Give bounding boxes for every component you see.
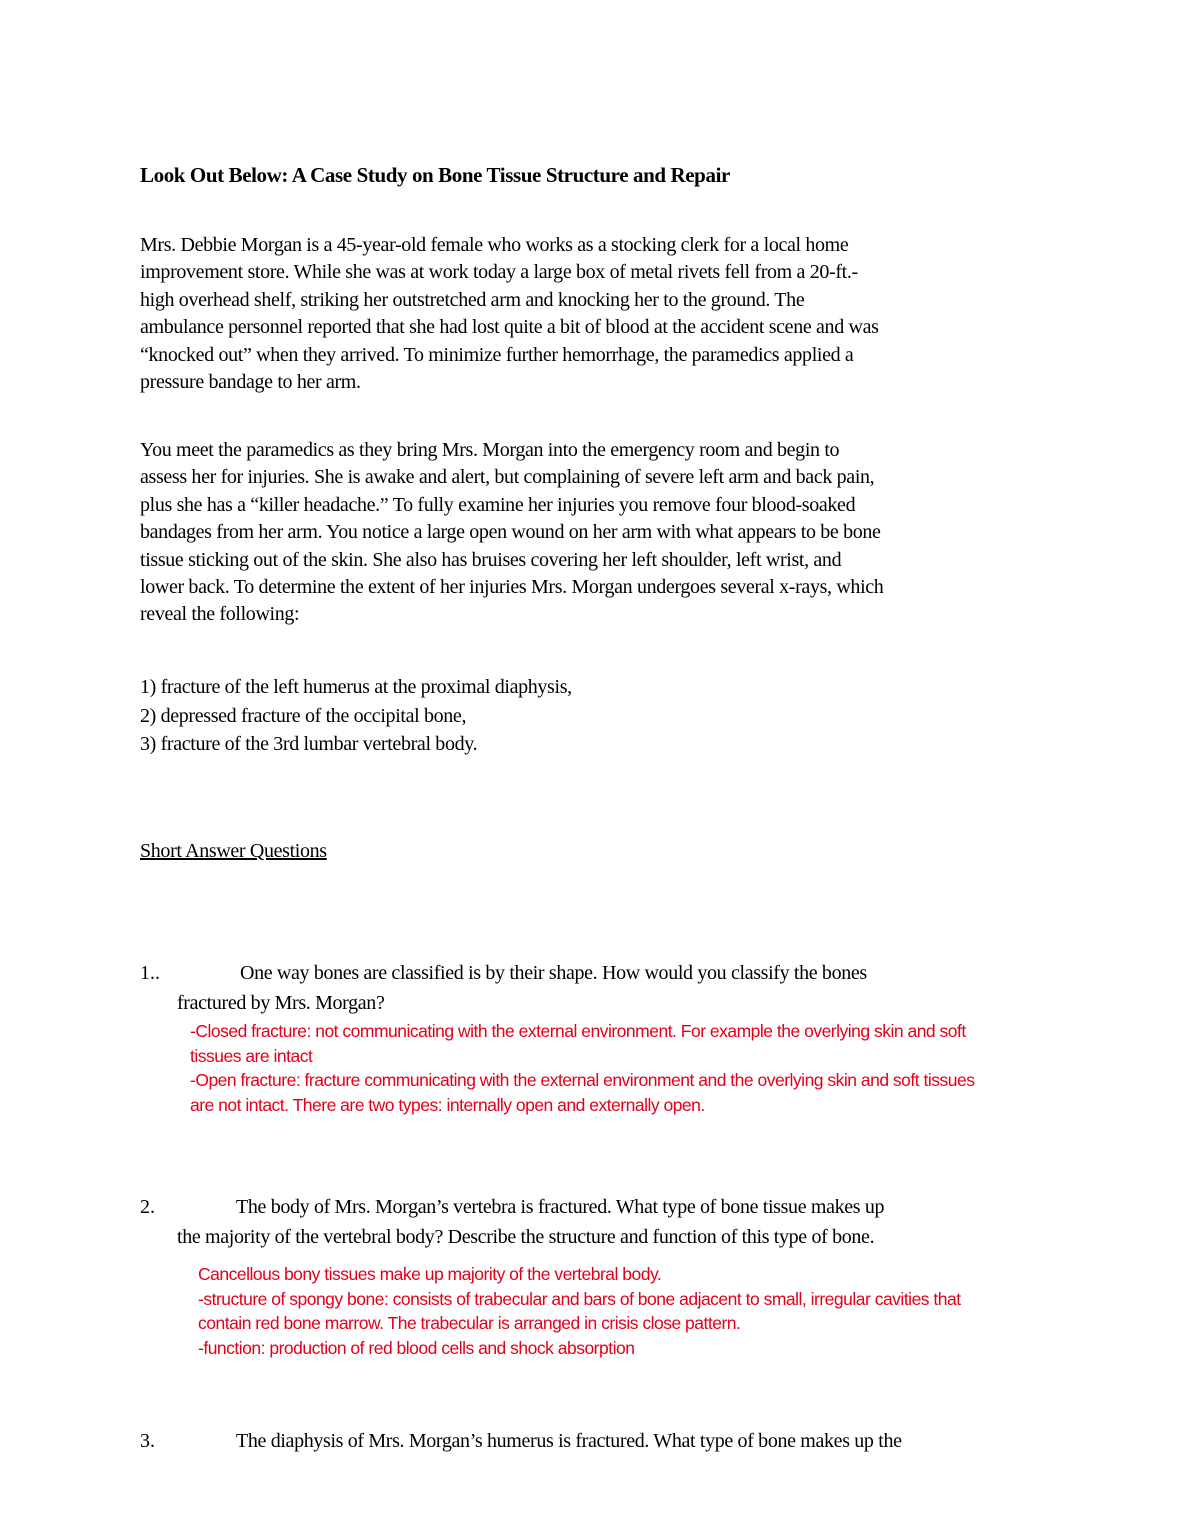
paragraph-line: assess her for injuries. She is awake and alert, but complaining of severe left arm and back pain, [140, 466, 875, 489]
answer-line: contain red bone marrow. The trabecular is arranged in crisis close pattern. [198, 1313, 741, 1333]
answer-block [198, 1262, 961, 1360]
answer-line: Cancellous bony tissues make up majority of the vertebral body. [198, 1264, 662, 1284]
paragraph-line: tissue sticking out of the skin. She also has bruises covering her left shoulder, left wrist, and [140, 548, 842, 571]
finding-item: 1) fracture of the left humerus at the proximal diaphysis, [140, 676, 572, 698]
paragraph-line: high overhead shelf, striking her outstretched arm and knocking her to the ground. The [140, 288, 805, 311]
case-paragraph-1 [140, 232, 1080, 396]
finding-item: 2) depressed fracture of the occipital bone, [140, 704, 467, 727]
question-text: The body of Mrs. Morgan’s vertebra is fractured. What type of bone tissue makes up [236, 1196, 885, 1218]
paragraph-line: You meet the paramedics as they bring Mrs. Morgan into the emergency room and begin to [140, 439, 840, 461]
question-number: 1.. [140, 962, 160, 984]
paragraph-line: lower back. To determine the extent of her injuries Mrs. Morgan undergoes several x-rays, which [140, 576, 884, 599]
answer-block [190, 1019, 974, 1117]
paragraph-line: pressure bandage to her arm. [140, 371, 361, 394]
section-heading: Short Answer Questions [140, 840, 327, 862]
paragraph-line: “knocked out” when they arrived. To minimize further hemorrhage, the paramedics applied a [140, 343, 854, 366]
xray-findings-list [140, 673, 572, 759]
question-number: 3. [140, 1430, 155, 1452]
answer-line: are not intact. There are two types: internally open and externally open. [190, 1094, 705, 1115]
question-text: One way bones are classified is by their shape. How would you classify the bones [240, 962, 867, 984]
answer-line: -structure of spongy bone: consists of trabecular and bars of bone adjacent to small, irregular cavities that [198, 1288, 961, 1309]
answer-line: -Open fracture: fracture communicating with the external environment and the overlying skin and soft tissues [190, 1070, 975, 1090]
finding-item: 3) fracture of the 3rd lumbar vertebral body. [140, 733, 478, 756]
paragraph-line: ambulance personnel reported that she had lost quite a bit of blood at the accident scene and was [140, 316, 879, 339]
answer-line: -Closed fracture: not communicating with the external environment. For example the overlying skin and soft [190, 1021, 966, 1041]
paragraph-line: reveal the following: [140, 603, 300, 626]
answer-line: tissues are intact [190, 1045, 313, 1066]
question-text: The diaphysis of Mrs. Morgan’s humerus is fractured. What type of bone makes up the [236, 1430, 902, 1452]
paragraph-line: plus she has a “killer headache.” To fully examine her injuries you remove four blood-soaked [140, 493, 856, 516]
answer-line: -function: production of red blood cells and shock absorption [198, 1337, 635, 1358]
question-text: fractured by Mrs. Morgan? [177, 992, 385, 1014]
paragraph-line: Mrs. Debbie Morgan is a 45-year-old female who works as a stocking clerk for a local home [140, 234, 849, 256]
document-title: Look Out Below: A Case Study on Bone Tissue Structure and Repair [140, 163, 730, 187]
case-paragraph-2 [140, 437, 1080, 629]
question-text: the majority of the vertebral body? Describe the structure and function of this type of bone. [177, 1226, 875, 1248]
question-number: 2. [140, 1196, 155, 1218]
paragraph-line: bandages from her arm. You notice a large open wound on her arm with what appears to be bone [140, 521, 881, 544]
paragraph-line: improvement store. While she was at work today a large box of metal rivets fell from a 20-ft.- [140, 261, 858, 284]
